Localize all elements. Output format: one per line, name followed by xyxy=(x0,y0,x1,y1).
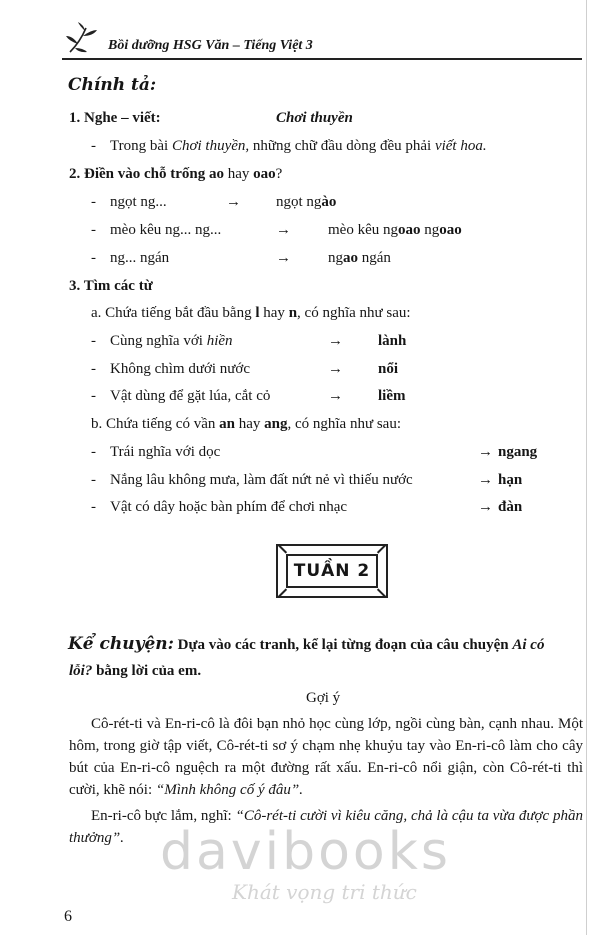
arrow-icon: → xyxy=(226,194,241,210)
week-title-frame xyxy=(276,544,388,598)
a-row-1-text: Cùng nghĩa với hiền xyxy=(110,333,233,349)
story-paragraph-1: Cô-rét-ti và En-ri-cô là đôi bạn nhỏ học cùng lớp, ngồi cùng bàn, cạnh nhau. Một hôm, trong giờ tập viết, Cô-rét-ti sơ ý chạm nhẹ khuỷu tay vào En-ri-cô làm cho cây bút của En-ri-cô nguệch ra một đường rất xấu. En-ri-cô nổi giận, còn Cô-rét-ti thì cười, khẽ nói: “Mình không cố ý đâu”. xyxy=(69,716,583,798)
dash: - xyxy=(91,194,96,210)
b-row-3-answer: đàn xyxy=(498,499,523,515)
b-row-2-answer: hạn xyxy=(498,472,523,488)
chinh-ta-heading: Chính tả: xyxy=(68,75,157,95)
b-row-1-text: Trái nghĩa với dọc xyxy=(110,444,221,460)
a-row-2-text: Không chìm dưới nước xyxy=(110,361,251,377)
arrow-icon: → xyxy=(276,222,291,238)
goi-y-heading: Gợi ý xyxy=(306,690,341,706)
watermark-slogan: Khát vọng tri thức xyxy=(232,880,417,904)
arrow-icon: → xyxy=(328,388,343,404)
bamboo-ornament-icon xyxy=(66,22,102,56)
dash: - xyxy=(91,250,96,266)
b-row-1-answer: ngang xyxy=(498,444,538,460)
arrow-icon: → xyxy=(328,361,343,377)
fill-row-3-left: ng... ngán xyxy=(110,250,170,266)
header-rule xyxy=(62,58,582,60)
fill-row-1-left: ngọt ng... xyxy=(110,194,167,210)
item1-note: Trong bài Chơi thuyền, những chữ đầu dòng đều phải viết hoa. xyxy=(110,138,487,154)
dash: - xyxy=(91,499,96,515)
dash: - xyxy=(91,472,96,488)
story-paragraph-2: En-ri-cô bực lắm, nghĩ: “Cô-rét-ti cười vì kiêu căng, chả là cậu ta vừa được phần thưởng”. xyxy=(69,808,583,846)
dash: - xyxy=(91,222,96,238)
item3-a-label: a. Chứa tiếng bắt đầu bằng l hay n, có nghĩa như sau: xyxy=(91,305,411,321)
dash: - xyxy=(91,444,96,460)
ke-chuyen-line-2: lỗi? bằng lời của em. xyxy=(69,663,202,679)
fill-row-1-answer: ngọt ngào xyxy=(276,194,337,210)
b-row-3-text: Vật có dây hoặc bàn phím để chơi nhạc xyxy=(110,499,348,515)
item3-b-label: b. Chứa tiếng có vần an hay ang, có nghĩa như sau: xyxy=(91,416,401,432)
ke-chuyen-line-1: Kể chuyện: Dựa vào các tranh, kể lại từng đoạn của câu chuyện Ai có xyxy=(68,634,545,654)
arrow-icon: → xyxy=(276,250,291,266)
dash: - xyxy=(91,388,96,404)
week-title: TUẦN 2 xyxy=(286,554,378,588)
watermark-brand: davibooks xyxy=(160,822,451,882)
arrow-icon: → xyxy=(478,444,493,460)
fill-row-2-answer: mèo kêu ngoao ngoao xyxy=(328,222,462,238)
item2-label: 2. Điền vào chỗ trống ao hay oao? xyxy=(69,166,283,182)
page-edge-line xyxy=(586,0,587,935)
a-row-2-answer: nổi xyxy=(378,361,399,377)
a-row-1-answer: lành xyxy=(378,333,407,349)
fill-row-3-answer: ngao ngán xyxy=(328,250,391,266)
arrow-icon: → xyxy=(478,472,493,488)
item3-label: 3. Tìm các từ xyxy=(69,278,153,294)
a-row-3-text: Vật dùng để gặt lúa, cắt cỏ xyxy=(110,388,271,404)
fill-row-2-left: mèo kêu ng... ng... xyxy=(110,222,222,238)
page-number: 6 xyxy=(64,908,72,925)
ke-chuyen-heading: Kể chuyện: xyxy=(68,634,174,654)
item1-label: 1. Nghe – viết: xyxy=(69,110,161,126)
dash: - xyxy=(91,333,96,349)
dash: - xyxy=(91,361,96,377)
dash: - xyxy=(91,138,96,154)
item1-title: Chơi thuyền xyxy=(276,110,353,126)
a-row-3-answer: liềm xyxy=(378,388,406,404)
page-header-title: Bồi dưỡng HSG Văn – Tiếng Việt 3 xyxy=(108,38,313,53)
b-row-2-text: Nắng lâu không mưa, làm đất nứt nẻ vì thiếu nước xyxy=(110,472,413,488)
arrow-icon: → xyxy=(478,499,493,515)
arrow-icon: → xyxy=(328,333,343,349)
